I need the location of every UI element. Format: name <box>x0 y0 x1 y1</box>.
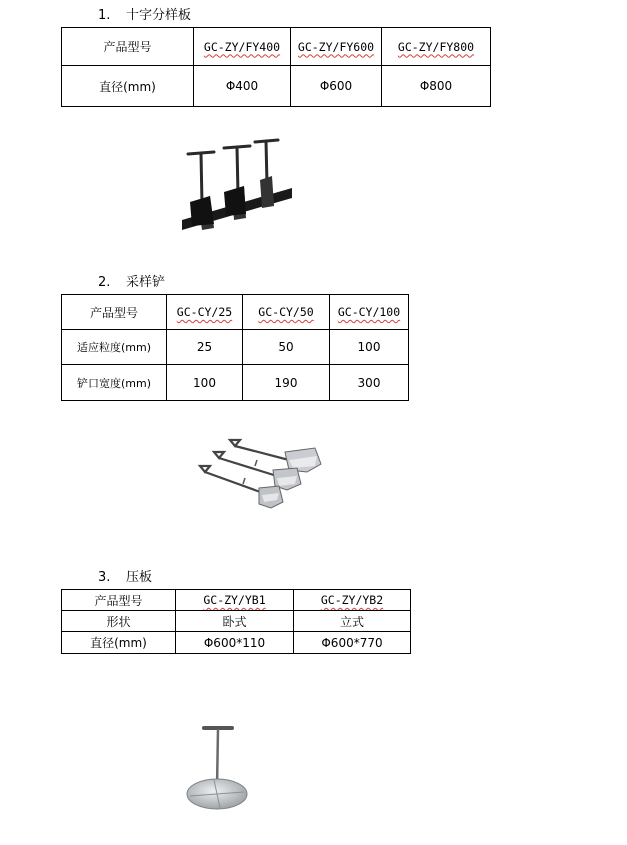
table-cell: Φ800 <box>382 66 491 107</box>
section-2-title: 采样铲 <box>126 275 166 290</box>
table-cell: 产品型号 <box>62 590 176 611</box>
table-row <box>62 632 411 654</box>
sampling-shovel-icon <box>197 438 327 513</box>
table-sampling-shovel <box>61 294 409 401</box>
table-row <box>62 66 491 107</box>
table-cell: Φ400 <box>194 66 291 107</box>
table-cell <box>330 295 409 330</box>
table-cell: 卧式 <box>176 611 294 632</box>
section-1-number: 1. <box>98 8 111 23</box>
table-cell: Φ600 <box>291 66 382 107</box>
table-cross-divider <box>61 27 491 107</box>
model-code: GC-ZY/FY800 <box>397 39 475 54</box>
model-code: GC-CY/100 <box>337 305 401 319</box>
table-cell: Φ600*770 <box>294 632 411 654</box>
table-cell: 50 <box>243 330 330 365</box>
model-code: GC-ZY/FY600 <box>297 39 375 54</box>
table-cell: 直径(mm) <box>62 632 176 654</box>
table-cell <box>176 590 294 611</box>
model-code: GC-ZY/FY400 <box>203 39 281 54</box>
table-cell: 100 <box>167 365 243 401</box>
table-cell: 适应粒度(mm) <box>62 330 167 365</box>
table-cell: 产品型号 <box>62 295 167 330</box>
section-3-heading <box>98 570 152 586</box>
model-code: GC-ZY/YB2 <box>320 593 384 607</box>
table-cell: 25 <box>167 330 243 365</box>
table-cell <box>294 590 411 611</box>
press-plate-icon <box>184 722 250 812</box>
table-cell: 100 <box>330 330 409 365</box>
table-row <box>62 611 411 632</box>
model-code: GC-CY/25 <box>176 305 233 319</box>
section-3-number: 3. <box>98 570 111 585</box>
section-1-heading <box>98 8 191 24</box>
table-row <box>62 295 409 330</box>
cross-divider-plate-icon <box>180 132 295 230</box>
table-cell <box>243 295 330 330</box>
section-2-number: 2. <box>98 275 111 290</box>
table-row <box>62 590 411 611</box>
table-cell: 铲口宽度(mm) <box>62 365 167 401</box>
model-code: GC-ZY/YB1 <box>203 593 266 607</box>
table-cell <box>167 295 243 330</box>
table-cell: 产品型号 <box>62 28 194 66</box>
table-press-plate <box>61 589 411 654</box>
model-code: GC-CY/50 <box>258 305 314 319</box>
section-1-title: 十字分样板 <box>126 8 192 23</box>
table-row <box>62 28 491 66</box>
table-row <box>62 330 409 365</box>
table-row <box>62 365 409 401</box>
table-cell: Φ600*110 <box>176 632 294 654</box>
section-3-title: 压板 <box>126 570 153 585</box>
table-cell <box>291 28 382 66</box>
section-2-heading <box>98 275 165 291</box>
table-cell: 190 <box>243 365 330 401</box>
table-cell: 300 <box>330 365 409 401</box>
table-cell <box>382 28 491 66</box>
table-cell: 形状 <box>62 611 176 632</box>
table-cell <box>194 28 291 66</box>
table-cell: 直径(mm) <box>62 66 194 107</box>
table-cell: 立式 <box>294 611 411 632</box>
